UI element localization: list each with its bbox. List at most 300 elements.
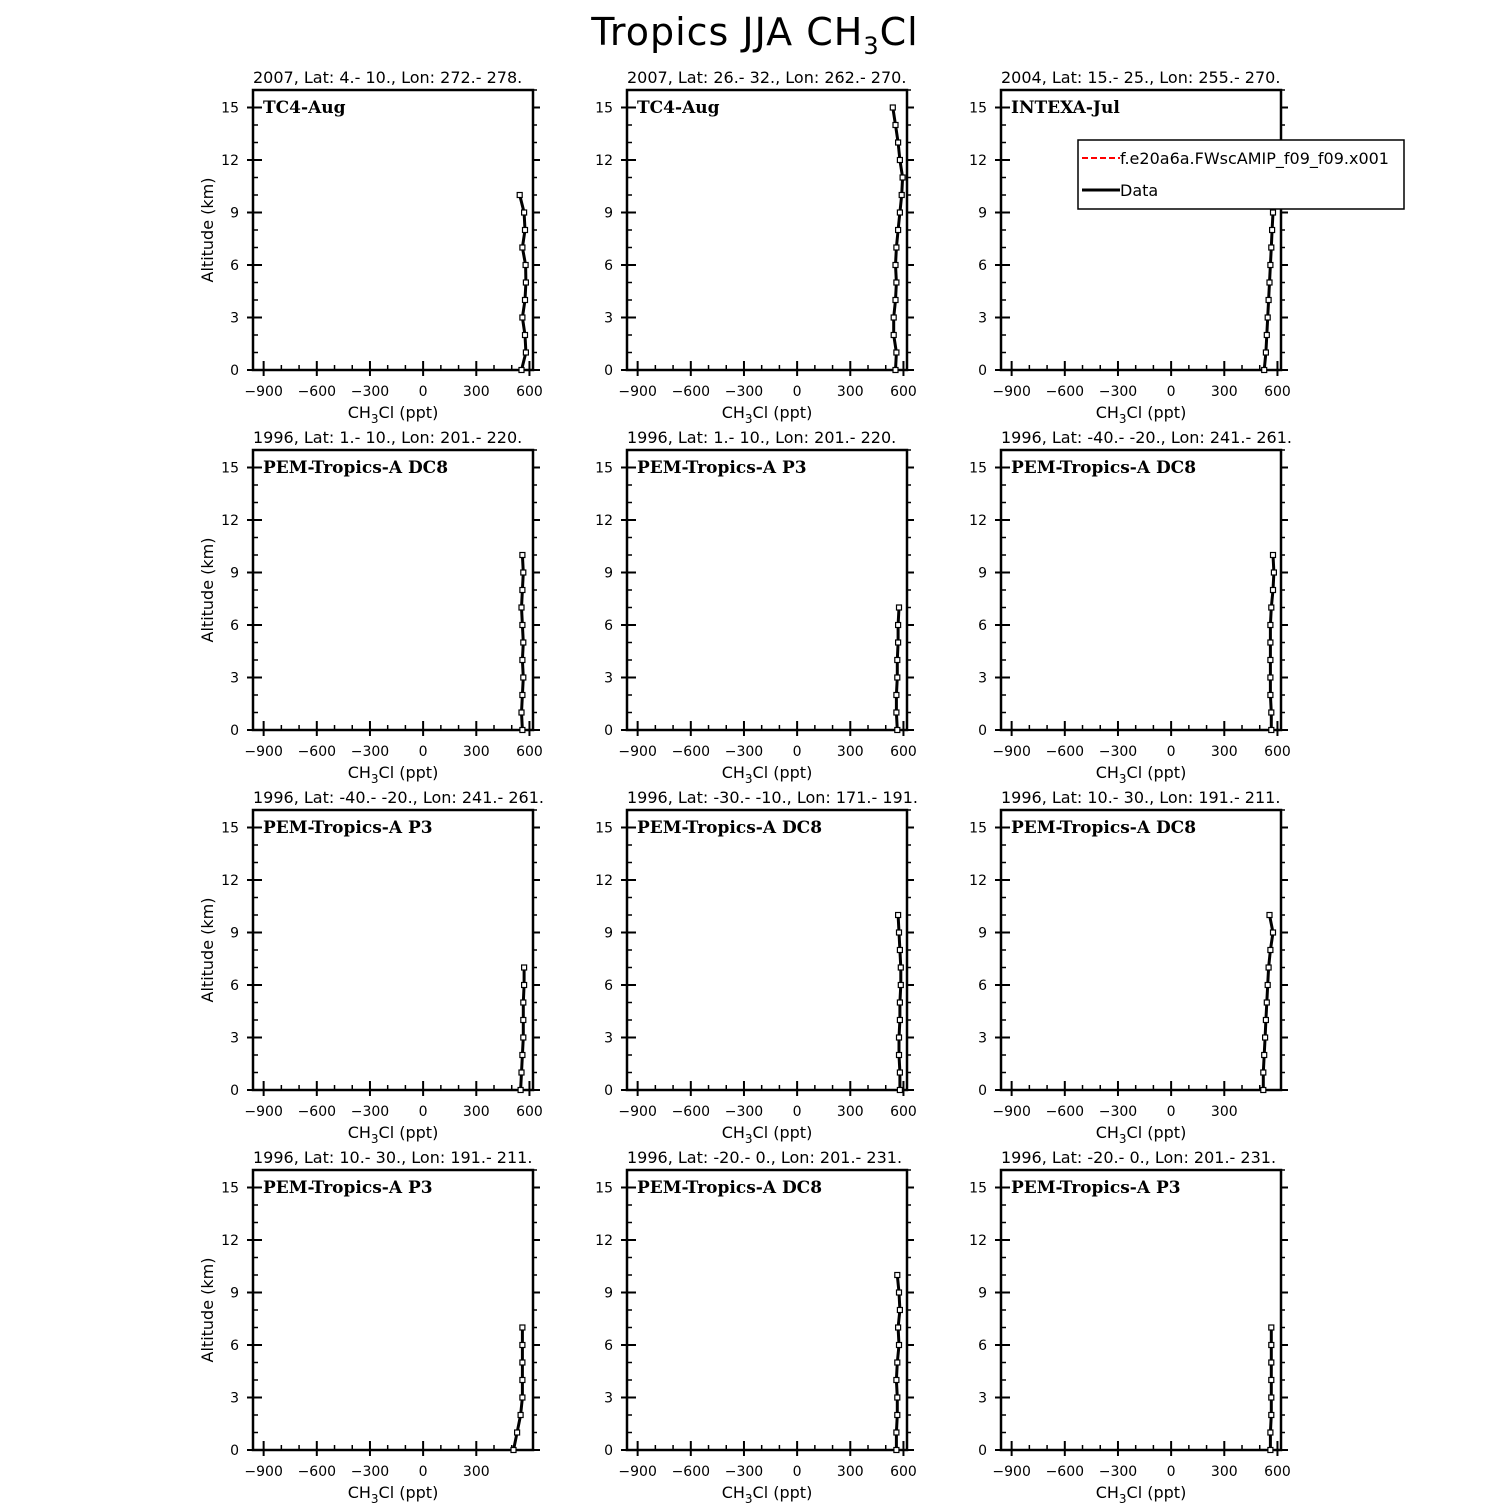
data-point-marker (1262, 368, 1267, 373)
x-tick-label: 600 (890, 384, 917, 400)
x-tick-label: 300 (462, 1104, 490, 1120)
panel-1 (198, 68, 543, 426)
y-tick-label: 12 (221, 873, 239, 889)
plot-frame (627, 450, 907, 730)
data-point-marker (894, 245, 899, 250)
x-tick-label: 0 (792, 1104, 802, 1120)
y-tick-label: 0 (978, 363, 987, 379)
panel-header: 1996, Lat: -20.- 0., Lon: 201.- 231. (627, 1148, 903, 1167)
data-point-marker (897, 948, 902, 953)
data-point-marker (520, 1053, 525, 1058)
x-tick-label: 300 (462, 1464, 490, 1480)
y-tick-label: 0 (230, 363, 239, 379)
data-point-marker (896, 140, 901, 145)
y-tick-label: 6 (978, 1338, 987, 1354)
data-point-marker (520, 553, 525, 558)
data-point-marker (520, 1360, 525, 1365)
data-point-marker (1271, 210, 1276, 215)
x-tick-label: 0 (418, 384, 428, 400)
y-tick-label: 9 (978, 565, 987, 582)
x-tick-label: 0 (1166, 744, 1176, 760)
x-tick-label: 600 (516, 384, 543, 400)
panel-header: 1996, Lat: 1.- 10., Lon: 201.- 220. (253, 428, 523, 447)
y-tick-label: 15 (221, 820, 239, 837)
data-point-marker (520, 693, 525, 698)
panel-2 (595, 68, 917, 426)
data-point-marker (894, 1378, 899, 1383)
data-point-marker (1268, 658, 1273, 663)
data-point-marker (890, 105, 895, 110)
x-tick-label: −300 (724, 384, 764, 400)
panel-5 (595, 428, 917, 786)
x-tick-label: −300 (724, 1464, 764, 1480)
data-point-marker (897, 1088, 902, 1093)
data-point-marker (891, 315, 896, 320)
x-tick-label: −600 (671, 1464, 711, 1480)
x-tick-label: −900 (244, 744, 283, 760)
data-point-marker (895, 675, 900, 680)
data-point-marker (1270, 228, 1275, 233)
panel-4 (198, 428, 543, 786)
campaign-label: PEM-Tropics-A DC8 (263, 458, 449, 478)
campaign-label: PEM-Tropics-A P3 (1011, 1178, 1181, 1198)
x-tick-label: 300 (1210, 1104, 1238, 1120)
x-tick-label: −300 (724, 744, 764, 760)
panel-12 (969, 1148, 1291, 1506)
data-point-marker (1268, 263, 1273, 268)
y-tick-label: 0 (978, 1083, 987, 1099)
data-point-marker (518, 1413, 523, 1418)
plot-frame (1001, 1170, 1281, 1450)
data-point-marker (517, 193, 522, 198)
x-tick-label: 300 (462, 744, 490, 760)
plot-frame (253, 450, 533, 730)
data-point-marker (1264, 333, 1269, 338)
data-point-marker (519, 605, 524, 610)
x-tick-label: 300 (1210, 1464, 1238, 1480)
y-tick-label: 3 (978, 1390, 987, 1407)
legend (1078, 140, 1404, 209)
data-point-marker (520, 1378, 525, 1383)
data-point-marker (1269, 1413, 1274, 1418)
panel-header: 1996, Lat: 10.- 30., Lon: 191.- 211. (1001, 788, 1281, 807)
y-tick-label: 3 (230, 1390, 239, 1407)
data-point-marker (896, 228, 901, 233)
data-point-marker (1269, 710, 1274, 715)
x-tick-label: −300 (350, 744, 390, 760)
data-point-marker (521, 1035, 526, 1040)
x-tick-label: 300 (1210, 384, 1238, 400)
x-tick-label: −900 (618, 1464, 657, 1480)
panel-7 (198, 788, 544, 1146)
x-tick-label: −300 (724, 1104, 764, 1120)
y-tick-label: 3 (978, 310, 987, 327)
campaign-label: PEM-Tropics-A DC8 (1011, 818, 1197, 838)
data-point-marker (1271, 588, 1276, 593)
data-point-marker (896, 623, 901, 628)
campaign-label: PEM-Tropics-A P3 (263, 1178, 433, 1198)
plot-frame (253, 1170, 533, 1450)
data-point-marker (894, 280, 899, 285)
data-point-marker (511, 1448, 516, 1453)
panel-8 (595, 788, 918, 1146)
legend-label: Data (1120, 181, 1159, 200)
y-tick-label: 15 (969, 100, 987, 117)
data-point-marker (1268, 693, 1273, 698)
x-tick-label: 600 (516, 744, 543, 760)
y-tick-label: 0 (230, 723, 239, 739)
y-tick-label: 0 (978, 1443, 987, 1459)
data-point-marker (894, 710, 899, 715)
y-tick-label: 12 (221, 153, 239, 169)
x-tick-label: −900 (992, 1464, 1031, 1480)
data-point-marker (522, 210, 527, 215)
x-tick-label: −600 (671, 384, 711, 400)
data-point-marker (896, 1325, 901, 1330)
x-tick-label: −900 (244, 1464, 283, 1480)
data-point-marker (520, 1325, 525, 1330)
data-point-marker (1262, 1053, 1267, 1058)
data-point-marker (520, 245, 525, 250)
plot-frame (627, 1170, 907, 1450)
data-point-marker (520, 728, 525, 733)
x-tick-label: −600 (1045, 744, 1085, 760)
y-tick-label: 9 (604, 205, 613, 222)
x-tick-label: −600 (1045, 1104, 1085, 1120)
panel-10 (198, 1148, 540, 1506)
y-tick-label: 6 (978, 618, 987, 634)
data-point-marker (523, 333, 528, 338)
x-tick-label: 0 (792, 744, 802, 760)
panel-header: 1996, Lat: -20.- 0., Lon: 201.- 231. (1001, 1148, 1277, 1167)
data-point-marker (1268, 623, 1273, 628)
data-point-marker (1269, 728, 1274, 733)
data-point-marker (1268, 1448, 1273, 1453)
x-tick-label: 600 (890, 1104, 917, 1120)
data-point-marker (520, 658, 525, 663)
x-tick-label: −600 (297, 1104, 337, 1120)
panel-11 (595, 1148, 917, 1506)
data-point-marker (521, 640, 526, 645)
data-point-marker (894, 693, 899, 698)
y-tick-label: 6 (604, 618, 613, 634)
y-tick-label: 0 (978, 723, 987, 739)
data-point-marker (1263, 350, 1268, 355)
panel-header: 1996, Lat: 10.- 30., Lon: 191.- 211. (253, 1148, 533, 1167)
x-tick-label: −900 (992, 1104, 1031, 1120)
y-tick-label: 15 (969, 460, 987, 477)
y-tick-label: 9 (230, 1285, 239, 1302)
figure-title: Tropics JJA $CH_3Cl$ (591, 10, 919, 60)
y-tick-label: 12 (969, 873, 987, 889)
data-point-marker (1268, 675, 1273, 680)
data-point-marker (523, 263, 528, 268)
y-tick-label: 0 (604, 1083, 613, 1099)
campaign-label: PEM-Tropics-A P3 (637, 458, 807, 478)
data-point-marker (893, 298, 898, 303)
data-point-marker (1264, 1000, 1269, 1005)
data-point-marker (897, 1053, 902, 1058)
y-tick-label: 12 (595, 1233, 613, 1249)
data-point-marker (899, 193, 904, 198)
data-point-marker (521, 1000, 526, 1005)
data-point-marker (895, 728, 900, 733)
x-tick-label: −300 (1098, 744, 1138, 760)
x-tick-label: −900 (618, 1104, 657, 1120)
y-tick-label: 3 (230, 670, 239, 687)
plot-frame (253, 810, 533, 1090)
y-tick-label: 6 (604, 978, 613, 994)
x-tick-label: −600 (297, 384, 337, 400)
series-line-data (893, 108, 903, 371)
data-point-marker (897, 605, 902, 610)
y-tick-label: 6 (604, 1338, 613, 1354)
data-point-marker (520, 1343, 525, 1348)
data-point-marker (1265, 983, 1270, 988)
x-tick-label: −600 (1045, 1464, 1085, 1480)
x-tick-label: 300 (462, 384, 490, 400)
campaign-label: TC4-Aug (263, 98, 346, 118)
data-point-marker (1271, 553, 1276, 558)
y-axis-label: Altitude (km) (198, 897, 217, 1003)
data-point-marker (893, 263, 898, 268)
x-axis-label: $CH_3Cl$ (ppt) (721, 403, 813, 426)
x-tick-label: −300 (350, 1464, 390, 1480)
data-point-marker (895, 1273, 900, 1278)
data-point-marker (897, 1343, 902, 1348)
y-axis-label: Altitude (km) (198, 177, 217, 283)
data-point-marker (891, 333, 896, 338)
data-point-marker (519, 1070, 524, 1075)
data-point-marker (1263, 1035, 1268, 1040)
data-point-marker (1269, 1360, 1274, 1365)
x-tick-label: −300 (1098, 1464, 1138, 1480)
data-point-marker (518, 1088, 523, 1093)
x-axis-label: $CH_3Cl$ (ppt) (721, 763, 813, 786)
panel-header: 2007, Lat: 26.- 32., Lon: 262.- 270. (627, 68, 907, 87)
y-tick-label: 6 (230, 618, 239, 634)
y-tick-label: 6 (230, 978, 239, 994)
data-point-marker (1261, 1088, 1266, 1093)
data-point-marker (896, 913, 901, 918)
y-tick-label: 3 (230, 1030, 239, 1047)
data-point-marker (895, 658, 900, 663)
y-axis-label: Altitude (km) (198, 1257, 217, 1363)
y-tick-label: 3 (978, 1030, 987, 1047)
data-point-marker (897, 1070, 902, 1075)
data-point-marker (519, 710, 524, 715)
x-axis-label: $CH_3Cl$ (ppt) (1095, 403, 1187, 426)
panel-3 (969, 68, 1291, 426)
y-tick-label: 9 (978, 925, 987, 942)
panel-header: 1996, Lat: 1.- 10., Lon: 201.- 220. (627, 428, 897, 447)
x-tick-label: 300 (1210, 744, 1238, 760)
panel-9 (969, 788, 1288, 1146)
data-point-marker (523, 228, 528, 233)
y-tick-label: 6 (604, 258, 613, 274)
data-point-marker (1269, 1343, 1274, 1348)
campaign-label: PEM-Tropics-A DC8 (1011, 458, 1197, 478)
x-tick-label: 0 (1166, 384, 1176, 400)
panel-header: 1996, Lat: -30.- -10., Lon: 171.- 191. (627, 788, 918, 807)
x-tick-label: −900 (992, 744, 1031, 760)
data-point-marker (1267, 280, 1272, 285)
y-tick-label: 12 (595, 513, 613, 529)
data-point-marker (897, 1290, 902, 1295)
x-tick-label: 0 (792, 384, 802, 400)
plot-frame (1001, 90, 1281, 370)
panel-header: 1996, Lat: -40.- -20., Lon: 241.- 261. (1001, 428, 1292, 447)
data-point-marker (897, 1035, 902, 1040)
y-tick-label: 12 (221, 1233, 239, 1249)
y-tick-label: 9 (604, 1285, 613, 1302)
data-point-marker (1269, 1395, 1274, 1400)
x-tick-label: −900 (992, 384, 1031, 400)
data-point-marker (896, 640, 901, 645)
panel-6 (969, 428, 1292, 786)
data-point-marker (520, 315, 525, 320)
y-tick-label: 3 (604, 1030, 613, 1047)
x-axis-label: $CH_3Cl$ (ppt) (1095, 1483, 1187, 1506)
y-tick-label: 3 (604, 1390, 613, 1407)
data-point-marker (520, 1395, 525, 1400)
data-point-marker (897, 1000, 902, 1005)
data-point-marker (897, 930, 902, 935)
x-axis-label: $CH_3Cl$ (ppt) (347, 763, 439, 786)
panels-grid (198, 68, 1292, 1506)
y-tick-label: 12 (969, 1233, 987, 1249)
x-tick-label: 0 (418, 1104, 428, 1120)
x-tick-label: 300 (836, 744, 864, 760)
data-point-marker (897, 1308, 902, 1313)
x-tick-label: 0 (792, 1464, 802, 1480)
x-tick-label: −300 (1098, 384, 1138, 400)
data-point-marker (523, 350, 528, 355)
y-tick-label: 6 (978, 258, 987, 274)
data-point-marker (897, 1018, 902, 1023)
y-tick-label: 15 (221, 100, 239, 117)
data-point-marker (521, 570, 526, 575)
x-tick-label: 300 (836, 384, 864, 400)
data-point-marker (1269, 1325, 1274, 1330)
data-point-marker (1266, 298, 1271, 303)
x-axis-label: $CH_3Cl$ (ppt) (347, 1483, 439, 1506)
campaign-label: TC4-Aug (637, 98, 720, 118)
data-point-marker (900, 175, 905, 180)
y-tick-label: 6 (230, 258, 239, 274)
data-point-marker (522, 983, 527, 988)
x-tick-label: 0 (418, 1464, 428, 1480)
y-tick-label: 12 (221, 513, 239, 529)
y-tick-label: 15 (221, 460, 239, 477)
y-tick-label: 12 (595, 873, 613, 889)
x-tick-label: −300 (350, 384, 390, 400)
campaign-label: PEM-Tropics-A P3 (263, 818, 433, 838)
x-axis-label: $CH_3Cl$ (ppt) (347, 1123, 439, 1146)
data-point-marker (520, 588, 525, 593)
data-point-marker (522, 965, 527, 970)
y-tick-label: 9 (604, 925, 613, 942)
x-tick-label: 300 (836, 1464, 864, 1480)
data-point-marker (1261, 1070, 1266, 1075)
data-point-marker (521, 675, 526, 680)
x-tick-label: −300 (1098, 1104, 1138, 1120)
y-tick-label: 15 (969, 820, 987, 837)
y-tick-label: 12 (969, 513, 987, 529)
data-point-marker (1267, 913, 1272, 918)
campaign-label: INTEXA-Jul (1011, 98, 1120, 118)
data-point-marker (897, 158, 902, 163)
y-tick-label: 15 (595, 1180, 613, 1197)
y-tick-label: 9 (978, 1285, 987, 1302)
x-tick-label: −900 (244, 1104, 283, 1120)
data-point-marker (1271, 570, 1276, 575)
data-point-marker (895, 1395, 900, 1400)
panel-header: 2004, Lat: 15.- 25., Lon: 255.- 270. (1001, 68, 1281, 87)
x-tick-label: 0 (418, 744, 428, 760)
plot-frame (627, 810, 907, 1090)
y-tick-label: 9 (604, 565, 613, 582)
plot-frame (1001, 450, 1281, 730)
data-point-marker (894, 350, 899, 355)
plot-frame (253, 90, 533, 370)
y-tick-label: 0 (230, 1443, 239, 1459)
x-axis-label: $CH_3Cl$ (ppt) (721, 1123, 813, 1146)
data-point-marker (1268, 640, 1273, 645)
panel-header: 2007, Lat: 4.- 10., Lon: 272.- 278. (253, 68, 523, 87)
data-point-marker (1269, 605, 1274, 610)
y-axis-label: Altitude (km) (198, 537, 217, 643)
data-point-marker (1271, 930, 1276, 935)
y-tick-label: 12 (595, 153, 613, 169)
y-tick-label: 9 (230, 205, 239, 222)
data-point-marker (893, 123, 898, 128)
y-tick-label: 15 (969, 1180, 987, 1197)
x-tick-label: 600 (890, 1464, 917, 1480)
data-point-marker (523, 280, 528, 285)
y-tick-label: 9 (230, 925, 239, 942)
data-point-marker (1268, 948, 1273, 953)
y-tick-label: 3 (978, 670, 987, 687)
x-tick-label: 600 (516, 1104, 543, 1120)
x-tick-label: −600 (297, 1464, 337, 1480)
y-tick-label: 3 (230, 310, 239, 327)
x-tick-label: 600 (890, 744, 917, 760)
x-tick-label: −300 (350, 1104, 390, 1120)
x-tick-label: 600 (1264, 1464, 1291, 1480)
campaign-label: PEM-Tropics-A DC8 (637, 818, 823, 838)
y-tick-label: 0 (604, 363, 613, 379)
data-point-marker (898, 983, 903, 988)
y-tick-label: 15 (595, 100, 613, 117)
x-tick-label: 600 (1264, 744, 1291, 760)
y-tick-label: 3 (604, 670, 613, 687)
data-point-marker (519, 368, 524, 373)
x-tick-label: 600 (1264, 384, 1291, 400)
data-point-marker (515, 1430, 520, 1435)
x-tick-label: −600 (671, 1104, 711, 1120)
x-tick-label: −600 (297, 744, 337, 760)
x-tick-label: −900 (618, 384, 657, 400)
data-point-marker (894, 1430, 899, 1435)
y-tick-label: 15 (595, 820, 613, 837)
data-point-marker (1266, 965, 1271, 970)
data-point-marker (521, 1018, 526, 1023)
x-tick-label: 300 (836, 1104, 864, 1120)
y-tick-label: 15 (221, 1180, 239, 1197)
data-point-marker (1263, 1018, 1268, 1023)
data-point-marker (1269, 245, 1274, 250)
